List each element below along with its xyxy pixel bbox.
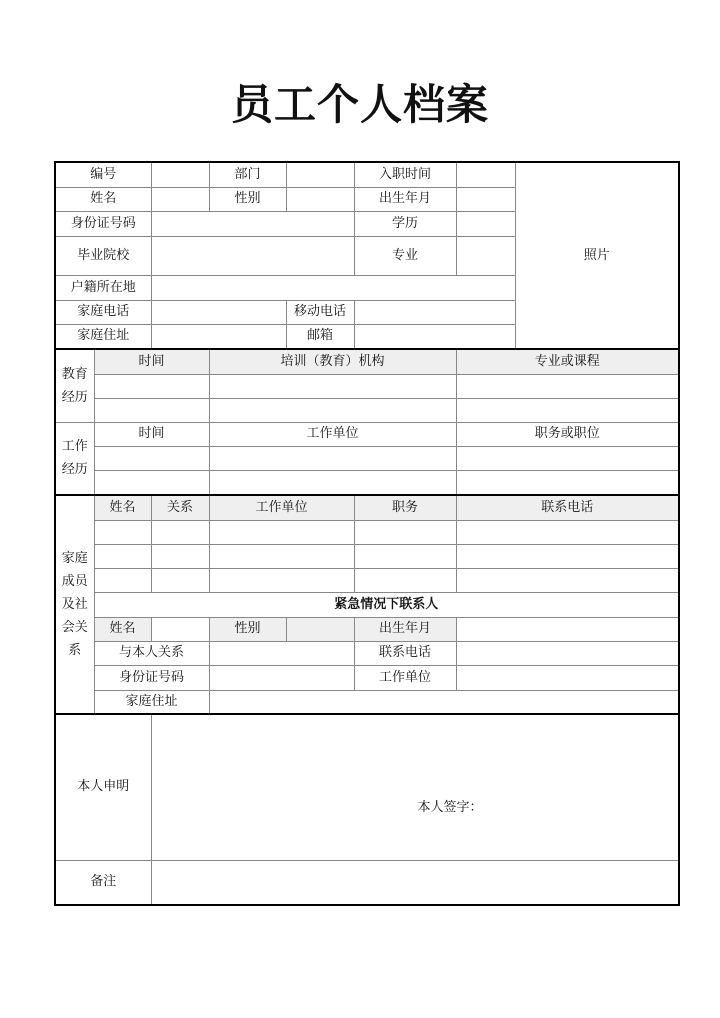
emergency-label-address: 家庭住址: [94, 690, 209, 714]
family-row-position[interactable]: [354, 520, 456, 544]
remarks-area[interactable]: [151, 860, 679, 905]
family-label: 家庭 成员 及社 会关 系: [55, 495, 94, 714]
value-mobile[interactable]: [354, 300, 515, 324]
label-education: 学历: [354, 211, 456, 236]
declaration-area[interactable]: [151, 714, 679, 860]
label-address: 家庭住址: [55, 324, 151, 349]
label-gender: 性别: [209, 187, 286, 211]
emergency-label-id-number: 身份证号码: [94, 665, 209, 690]
education-row-time[interactable]: [94, 374, 209, 398]
value-birth[interactable]: [456, 187, 515, 211]
value-name[interactable]: [151, 187, 209, 211]
value-hukou[interactable]: [151, 275, 515, 300]
label-dept: 部门: [209, 162, 286, 187]
label-id-number: 身份证号码: [55, 211, 151, 236]
value-gender[interactable]: [286, 187, 354, 211]
emergency-label-phone: 联系电话: [354, 641, 456, 665]
family-row-phone[interactable]: [456, 568, 679, 592]
work-label: 工作 经历: [55, 422, 94, 495]
emergency-value-work-unit[interactable]: [456, 665, 679, 690]
family-row-name[interactable]: [94, 520, 151, 544]
work-row-time[interactable]: [94, 470, 209, 495]
label-hire-date: 入职时间: [354, 162, 456, 187]
photo-cell[interactable]: 照片: [515, 162, 679, 349]
value-hire-date[interactable]: [456, 162, 515, 187]
family-row-phone[interactable]: [456, 520, 679, 544]
education-header-time: 时间: [94, 349, 209, 374]
work-header-position: 职务或职位: [456, 422, 679, 446]
emergency-value-id-number[interactable]: [209, 665, 354, 690]
work-row-unit[interactable]: [209, 470, 456, 495]
emergency-label-relation: 与本人关系: [94, 641, 209, 665]
value-id[interactable]: [151, 162, 209, 187]
value-home-phone[interactable]: [151, 300, 286, 324]
family-row-position[interactable]: [354, 568, 456, 592]
family-row-unit[interactable]: [209, 544, 354, 568]
emergency-value-relation[interactable]: [209, 641, 354, 665]
family-header-position: 职务: [354, 495, 456, 520]
family-row-relation[interactable]: [151, 544, 209, 568]
family-header-relation: 关系: [151, 495, 209, 520]
family-row-relation[interactable]: [151, 520, 209, 544]
value-id-number[interactable]: [151, 211, 354, 236]
remarks-label: 备注: [55, 860, 151, 905]
family-row-unit[interactable]: [209, 568, 354, 592]
label-home-phone: 家庭电话: [55, 300, 151, 324]
label-school: 毕业院校: [55, 236, 151, 275]
label-name: 姓名: [55, 187, 151, 211]
education-row-time[interactable]: [94, 398, 209, 422]
education-header-course: 专业或课程: [456, 349, 679, 374]
value-address[interactable]: [151, 324, 286, 349]
family-header-phone: 联系电话: [456, 495, 679, 520]
family-row-phone[interactable]: [456, 544, 679, 568]
family-row-relation[interactable]: [151, 568, 209, 592]
emergency-contact-title: 紧急情况下联系人: [94, 592, 679, 617]
label-id: 编号: [55, 162, 151, 187]
signature-label: 本人签字：: [417, 800, 483, 815]
page-title: 员工个人档案: [230, 80, 489, 129]
education-header-institution: 培训（教育）机构: [209, 349, 456, 374]
education-row-institution[interactable]: [209, 374, 456, 398]
value-major[interactable]: [456, 236, 515, 275]
emergency-label-name: 姓名: [94, 617, 151, 641]
emergency-value-phone[interactable]: [456, 641, 679, 665]
employee-record-form: [54, 161, 680, 906]
emergency-label-birth: 出生年月: [354, 617, 456, 641]
education-label: 教育 经历: [55, 349, 94, 422]
education-row-course[interactable]: [456, 398, 679, 422]
value-education[interactable]: [456, 211, 515, 236]
label-major: 专业: [354, 236, 456, 275]
work-header-unit: 工作单位: [209, 422, 456, 446]
work-row-unit[interactable]: [209, 446, 456, 470]
work-row-position[interactable]: [456, 470, 679, 495]
label-mobile: 移动电话: [286, 300, 354, 324]
emergency-value-birth[interactable]: [456, 617, 679, 641]
work-row-time[interactable]: [94, 446, 209, 470]
education-row-institution[interactable]: [209, 398, 456, 422]
emergency-label-work-unit: 工作单位: [354, 665, 456, 690]
family-row-name[interactable]: [94, 568, 151, 592]
emergency-value-name[interactable]: [151, 617, 209, 641]
work-header-time: 时间: [94, 422, 209, 446]
emergency-label-gender: 性别: [209, 617, 286, 641]
value-school[interactable]: [151, 236, 354, 275]
family-header-name: 姓名: [94, 495, 151, 520]
family-row-name[interactable]: [94, 544, 151, 568]
emergency-value-gender[interactable]: [286, 617, 354, 641]
family-row-position[interactable]: [354, 544, 456, 568]
value-dept[interactable]: [286, 162, 354, 187]
family-header-unit: 工作单位: [209, 495, 354, 520]
work-row-position[interactable]: [456, 446, 679, 470]
education-row-course[interactable]: [456, 374, 679, 398]
label-email: 邮箱: [286, 324, 354, 349]
label-hukou: 户籍所在地: [55, 275, 151, 300]
emergency-value-address[interactable]: [209, 690, 679, 714]
family-row-unit[interactable]: [209, 520, 354, 544]
label-birth: 出生年月: [354, 187, 456, 211]
value-email[interactable]: [354, 324, 515, 349]
declaration-label: 本人申明: [55, 714, 151, 860]
